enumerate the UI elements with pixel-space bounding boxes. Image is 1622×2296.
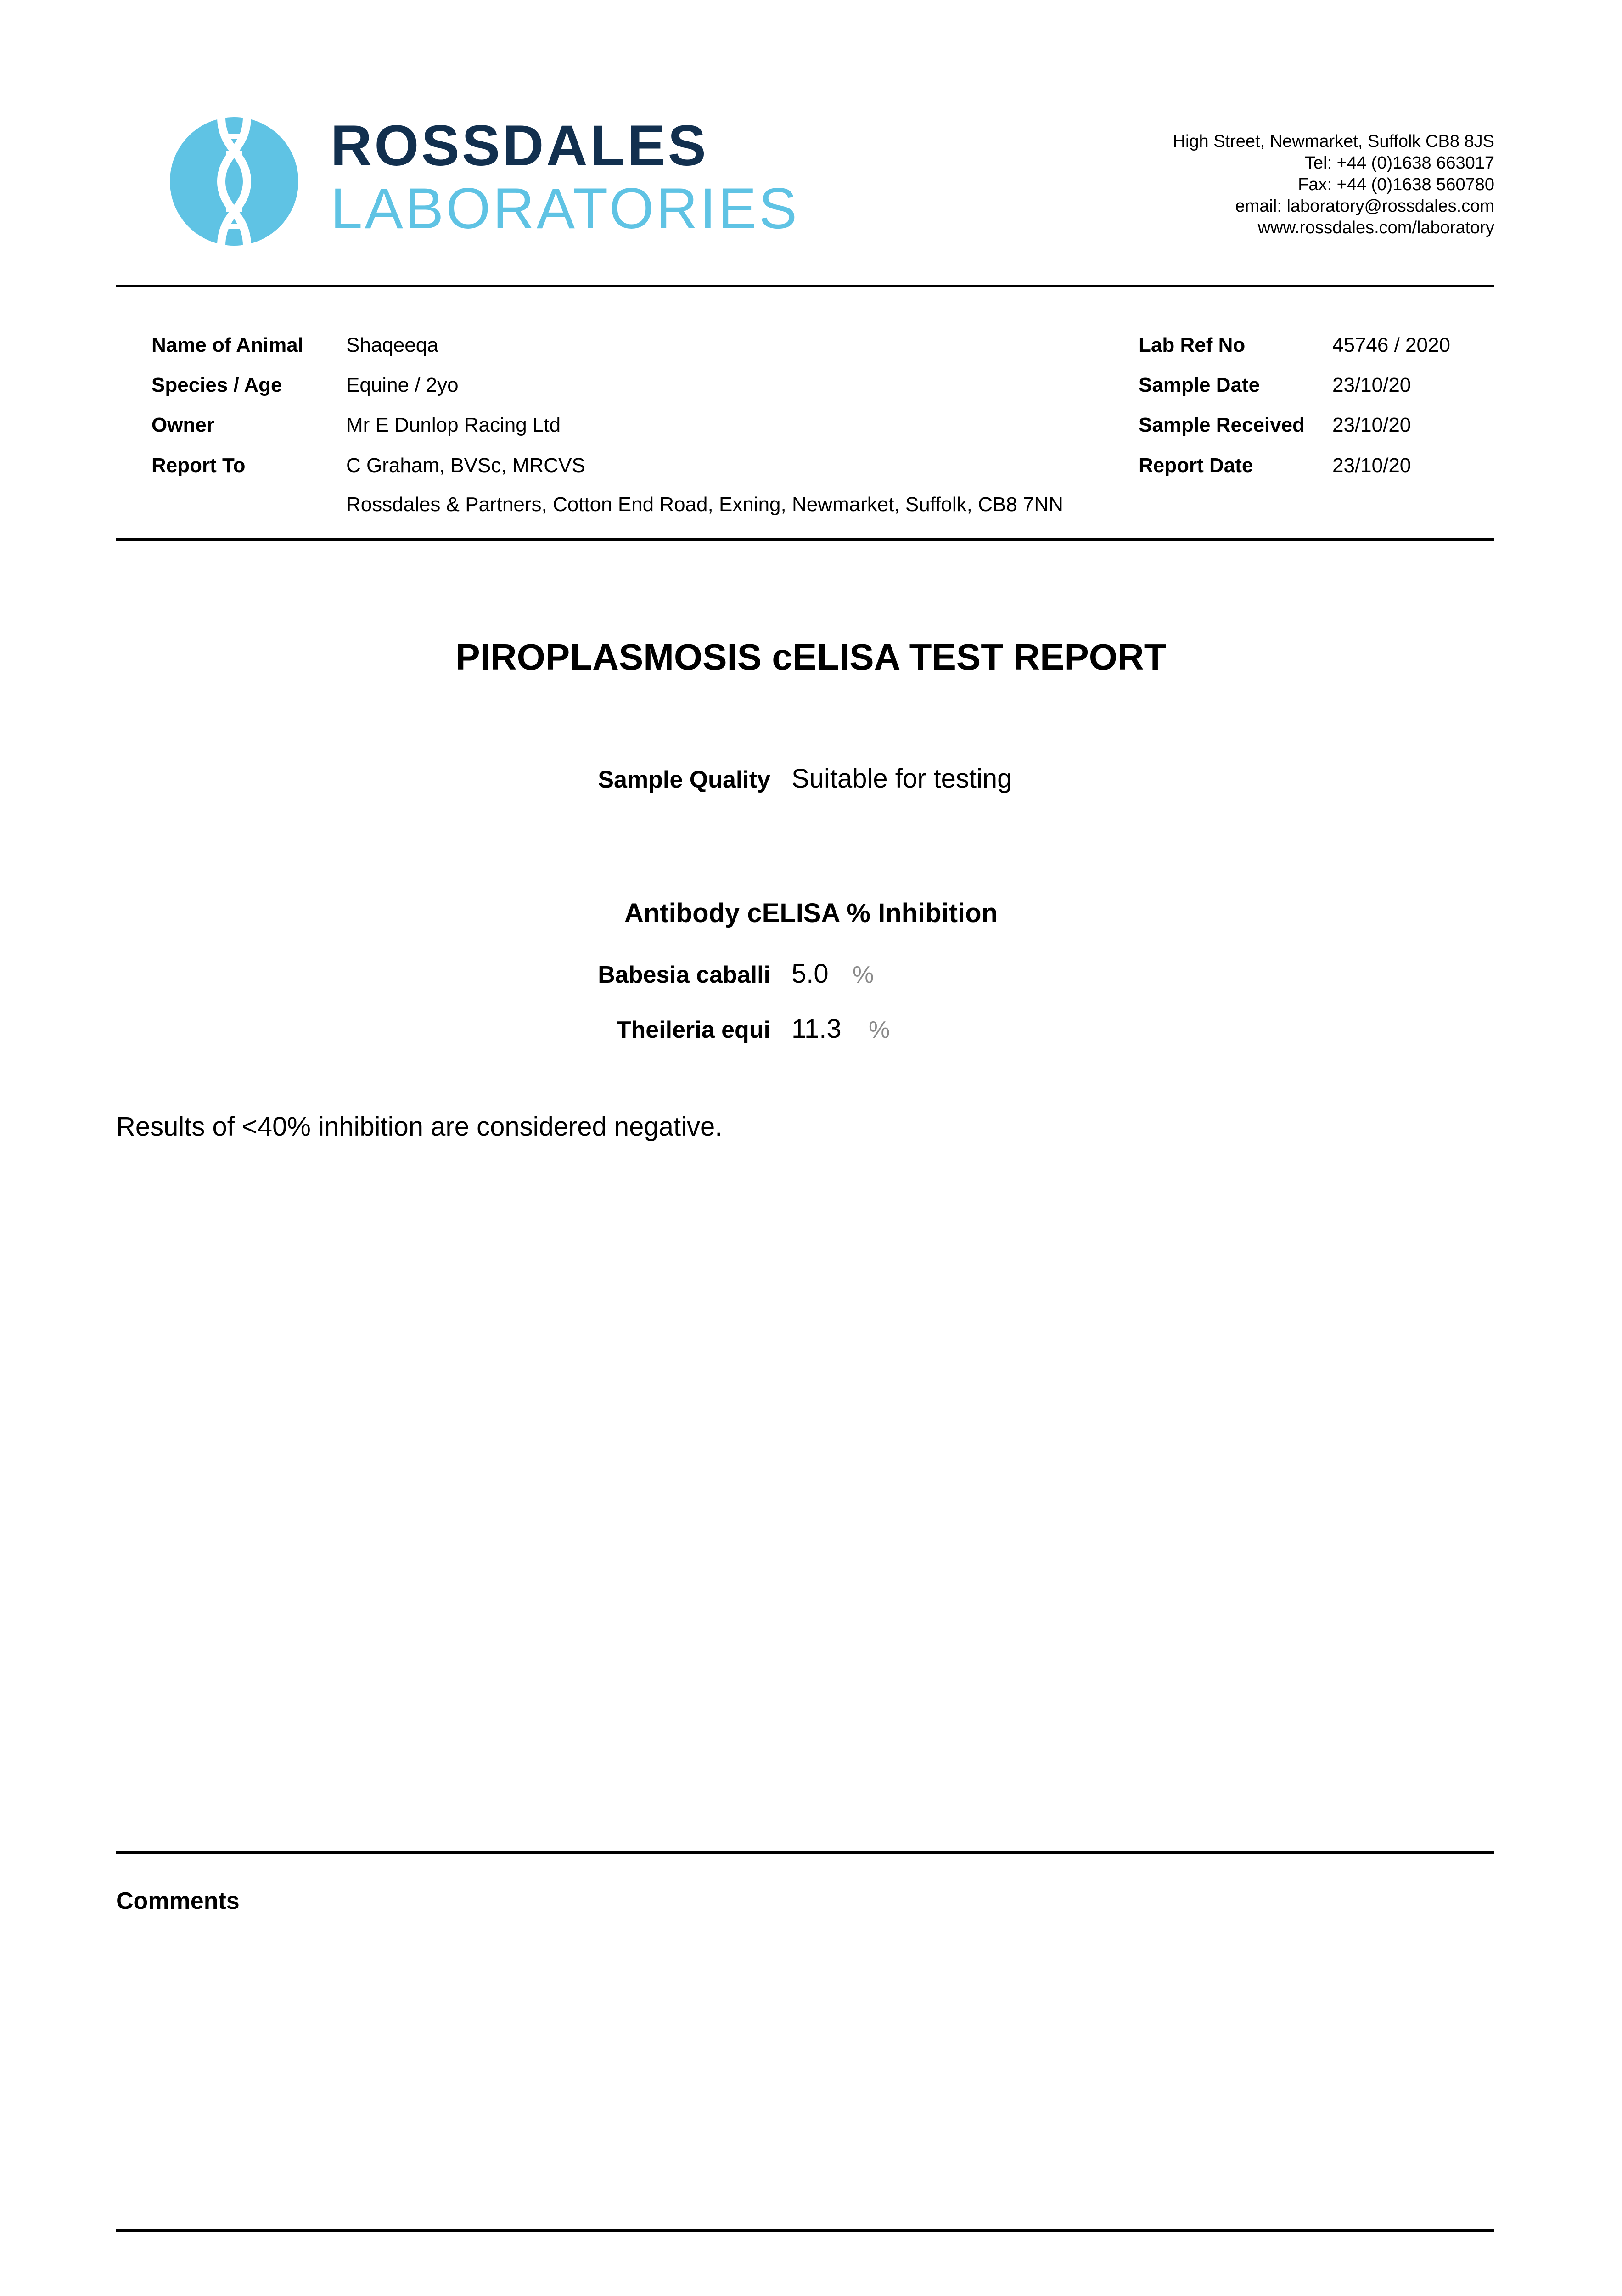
footer-divider <box>116 2229 1494 2232</box>
lab-ref-label: Lab Ref No <box>1139 334 1246 356</box>
report-date-label: Report Date <box>1139 454 1253 477</box>
result-value-babesia: 5.0 <box>791 959 829 989</box>
info-divider <box>116 538 1494 541</box>
antibody-heading: Antibody cELISA % Inhibition <box>624 898 998 928</box>
result-unit-babesia: % <box>853 962 874 988</box>
report-to-name: C Graham, BVSc, MRCVS <box>346 454 585 477</box>
interpretation-note: Results of <40% inhibition are considered negative. <box>116 1112 723 1142</box>
report-date: 23/10/20 <box>1332 454 1411 477</box>
animal-name: Shaqeeqa <box>346 334 438 356</box>
contact-block <box>1173 131 1494 239</box>
sample-date-label: Sample Date <box>1139 374 1260 396</box>
header-divider <box>116 285 1494 287</box>
species-label: Species / Age <box>152 374 282 396</box>
contact-tel: Tel: +44 (0)1638 663017 <box>1304 153 1494 173</box>
result-unit-theileria: % <box>869 1017 890 1043</box>
result-value-theileria: 11.3 <box>791 1014 842 1044</box>
report-to-address: Rossdales & Partners, Cotton End Road, Exning, Newmarket, Suffolk, CB8 7NN <box>346 493 1063 516</box>
sample-date: 23/10/20 <box>1332 374 1411 396</box>
report-to-label: Report To <box>152 454 246 477</box>
owner-label: Owner <box>152 414 214 436</box>
brand-subtitle: LABORATORIES <box>331 177 799 241</box>
name-label: Name of Animal <box>152 334 303 356</box>
species-age: Equine / 2yo <box>346 374 459 396</box>
result-label-babesia: Babesia caballi <box>598 962 770 988</box>
lab-ref-number: 45746 / 2020 <box>1332 334 1450 356</box>
dna-helix-icon <box>170 117 298 246</box>
result-label-theileria: Theileria equi <box>616 1017 770 1043</box>
brand-name: ROSSDALES <box>331 114 708 178</box>
report-title: PIROPLASMOSIS cELISA TEST REPORT <box>455 636 1167 677</box>
comments-label: Comments <box>116 1888 240 1914</box>
sample-received-date: 23/10/20 <box>1332 414 1411 436</box>
contact-website: www.rossdales.com/laboratory <box>1257 218 1494 237</box>
owner-name: Mr E Dunlop Racing Ltd <box>346 414 561 436</box>
sample-quality-label: Sample Quality <box>598 766 770 793</box>
comments-divider <box>116 1851 1494 1854</box>
sample-quality-value: Suitable for testing <box>791 764 1012 793</box>
contact-email: email: laboratory@rossdales.com <box>1235 197 1494 216</box>
contact-fax: Fax: +44 (0)1638 560780 <box>1298 175 1494 194</box>
contact-address: High Street, Newmarket, Suffolk CB8 8JS <box>1173 132 1494 151</box>
sample-received-label: Sample Received <box>1139 414 1305 436</box>
